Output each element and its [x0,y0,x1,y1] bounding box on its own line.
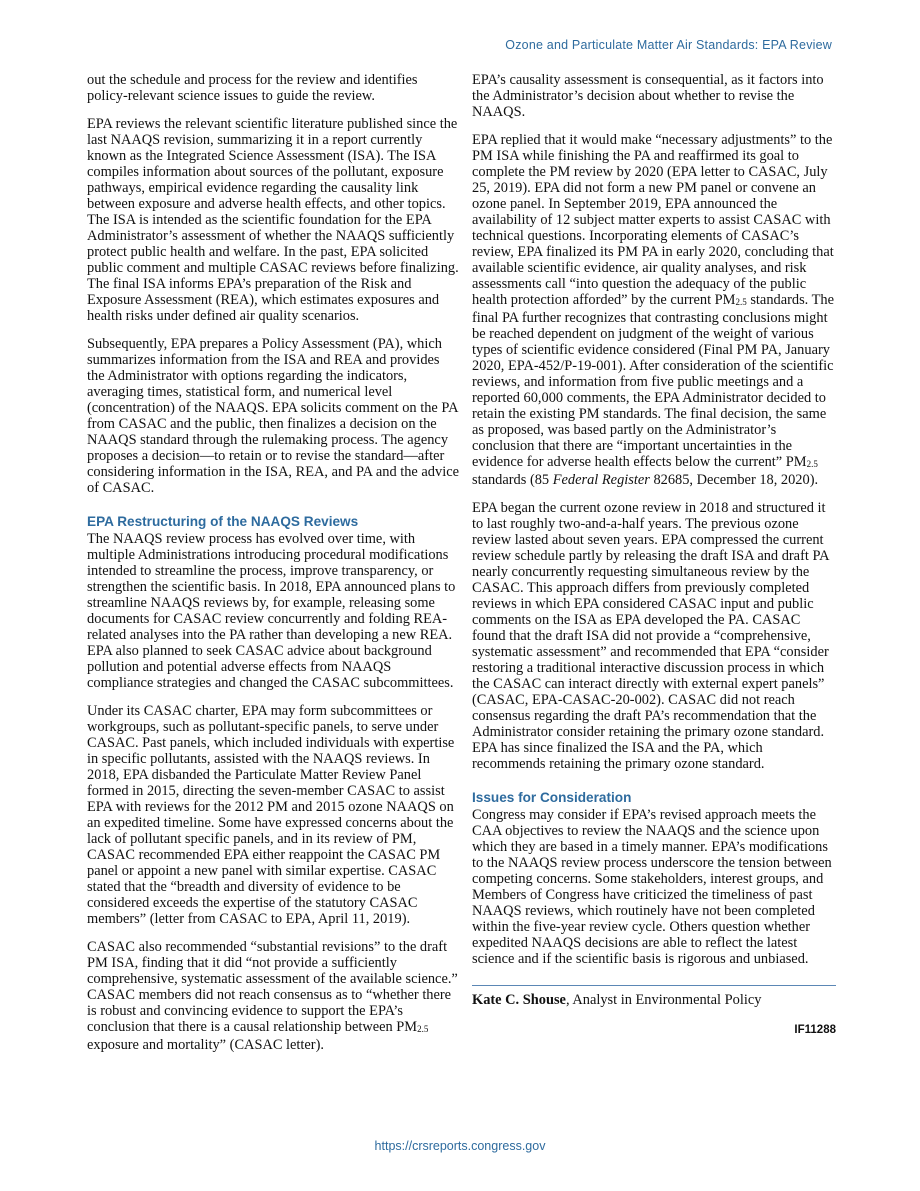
paragraph: EPA began the current ozone review in 2018 and structured it to last roughly two-and-a-half years. The previous ozone review lasted about seven years. EPA compressed the current review schedule partly by releasing the draft ISA and draft PA nearly concurrently requesting simultaneous review by the CASAC. This approach differs from previously completed reviews in which EPA considered CASAC input and public comments on the ISA as EPA developed the PA. CASAC found that the draft ISA did not provide a “comprehensive, systematic assessment” and recommended that EPA “consider restoring a traditional interactive discussion process in which the CASAC can interact directly with external expert panels” (CASAC, EPA-CASAC-20-002). CASAC did not reach consensus regarding the draft PA’s recommendation that the Administrator consider retaining the primary ozone standard. EPA has since finalized the ISA and the PA, which recommends retaining the primary ozone standard. [472,500,829,772]
italic-citation: Federal Register [552,472,650,488]
paragraph [472,132,836,488]
subscript: 2.5 [735,297,747,307]
author-divider [472,985,836,986]
subscript: 2.5 [417,1024,429,1034]
text-run: exposure and mortality” (CASAC letter). [87,1037,324,1053]
author-name: Kate C. Shouse [472,992,566,1008]
author-title: , Analyst in Environmental Policy [565,992,762,1008]
text-run: CASAC also recommended “substantial revisions” to the draft PM ISA, finding that it did “not provide a sufficiently comprehensive, systematic assessment of the available science.” CASAC members did not reach consensus as to “whether there is robust and convincing evidence to support the EPA’s conclusion that there is a causal relationship between PM [87,939,458,1035]
running-header: Ozone and Particulate Matter Air Standards: EPA Review [505,38,832,52]
paragraph: Subsequently, EPA prepares a Policy Assessment (PA), which summarizes information from the ISA and REA and provides the Administrator with options regarding the indicators, averaging times, statistical form, and numerical level (concentration) of the NAAQS. EPA solicits comment on the PA from CASAC and the public, then finalizes a decision on the NAAQS standard through the rulemaking process. The agency proposes a decision—to retain or to revise the standard—after considering information in the ISA, REA, and PA and the advice of CASAC. [87,336,459,496]
left-column [87,72,459,1065]
text-run: standards. The final PA further recognizes that contrasting conclusions might be reached dependent on judgment of the weight of various types of scientific evidence considered (Final PM PA, January 2020, EPA-452/P-19-001). After consideration of the scientific reviews, and information from five public meetings and a reported 60,000 comments, the EPA Administrator decided to retain the existing PM standards. The final decision, the same as proposed, was based partly on the Administrator’s conclusion that there are “important uncertainties in the evidence for adverse health effects below the current” PM [472,292,834,470]
paragraph: EPA’s causality assessment is consequential, as it factors into the Administrator’s decision about whether to revise the NAAQS. [472,72,824,120]
paragraph: EPA reviews the relevant scientific literature published since the last NAAQS revision, summarizing it in a report currently known as the Integrated Science Assessment (ISA). The ISA compiles information about sources of the pollutant, exposure pathways, empirical evidence regarding the causality link between exposure and adverse health effects, and other topics. The ISA is intended as the scientific foundation for the EPA Administrator’s assessment of whether the NAAQS sufficiently protect public health and welfare. In the past, EPA solicited public comment and multiple CASAC reviews before finalizing. The final ISA informs EPA’s preparation of the Risk and Exposure Assessment (REA), which estimates exposures and health risks under defined air quality scenarios. [87,116,459,324]
report-id: IF11288 [794,1024,836,1036]
text-run: standards (85 [472,472,553,488]
text-run: EPA replied that it would make “necessary adjustments” to the PM ISA while finishing the PA and reaffirmed its goal to complete the PM review by 2020 (EPA letter to CASAC, July 25, 2019). EPA did not form a new PM panel or convene an ozone panel. In September 2019, EPA announced the availability of 12 subject matter experts to assist CASAC with technical questions. Incorporating elements of CASAC’s review, EPA finalized its PM PA in early 2020, concluding that available scientific evidence, air quality analyses, and risk assessments call “into question the adequacy of the public health protection afforded” by the current PM [472,132,834,308]
text-run: 82685, December 18, 2020). [649,472,819,488]
footer-link[interactable]: https://crsreports.congress.gov [374,1139,546,1153]
subscript: 2.5 [806,459,818,469]
right-column [472,72,836,1038]
author-line [472,992,836,1008]
section-heading-issues: Issues for Consideration [472,790,632,805]
section-heading-restructuring: EPA Restructuring of the NAAQS Reviews [87,514,359,529]
paragraph: Congress may consider if EPA’s revised approach meets the CAA objectives to review the NAAQS and the science upon which they are based in a timely manner. EPA’s modifications to the NAAQS review process underscore the tension between competing concerns. Some stakeholders, interest groups, and Members of Congress have criticized the timeliness of past NAAQS reviews, which routinely have not been completed within the five-year review cycle. Others question whether expedited NAAQS decisions are able to reflect the latest science and if the scientific basis is rigorous and unbiased. [472,807,832,967]
paragraph: out the schedule and process for the review and identifies policy-relevant science issues to guide the review. [87,72,418,104]
paragraph [87,939,459,1053]
paragraph: The NAAQS review process has evolved over time, with multiple Administrations introducing procedural modifications intended to streamline the process, improve transparency, or strengthen the scientific basis. In 2018, EPA announced plans to streamline NAAQS reviews by, for example, releasing some documents for CASAC review concurrently and folding REA-related analyses into the PA rather than developing a new REA. EPA also planned to seek CASAC advice about background pollution and potential adverse effects from NAAQS compliance strategies and changed the CASAC subcommittees. [87,531,456,691]
paragraph: Under its CASAC charter, EPA may form subcommittees or workgroups, such as pollutant-specific panels, to serve under CASAC. Past panels, which included individuals with expertise in specific pollutants, assisted with the NAAQS reviews. In 2018, EPA disbanded the Particulate Matter Review Panel formed in 2015, directing the seven-member CASAC to assist EPA with reviews for the 2012 PM and 2015 ozone NAAQS on an expedited timeline. Some have expressed concerns about the lack of pollutant specific panels, and in its review of PM, CASAC recommended EPA either reappoint the CASAC PM panel or appoint a new panel with similar expertise. CASAC stated that the “breadth and diversity of evidence to be considered exceeds the expertise of the statutory CASAC members” (letter from CASAC to EPA, April 11, 2019). [87,703,455,927]
